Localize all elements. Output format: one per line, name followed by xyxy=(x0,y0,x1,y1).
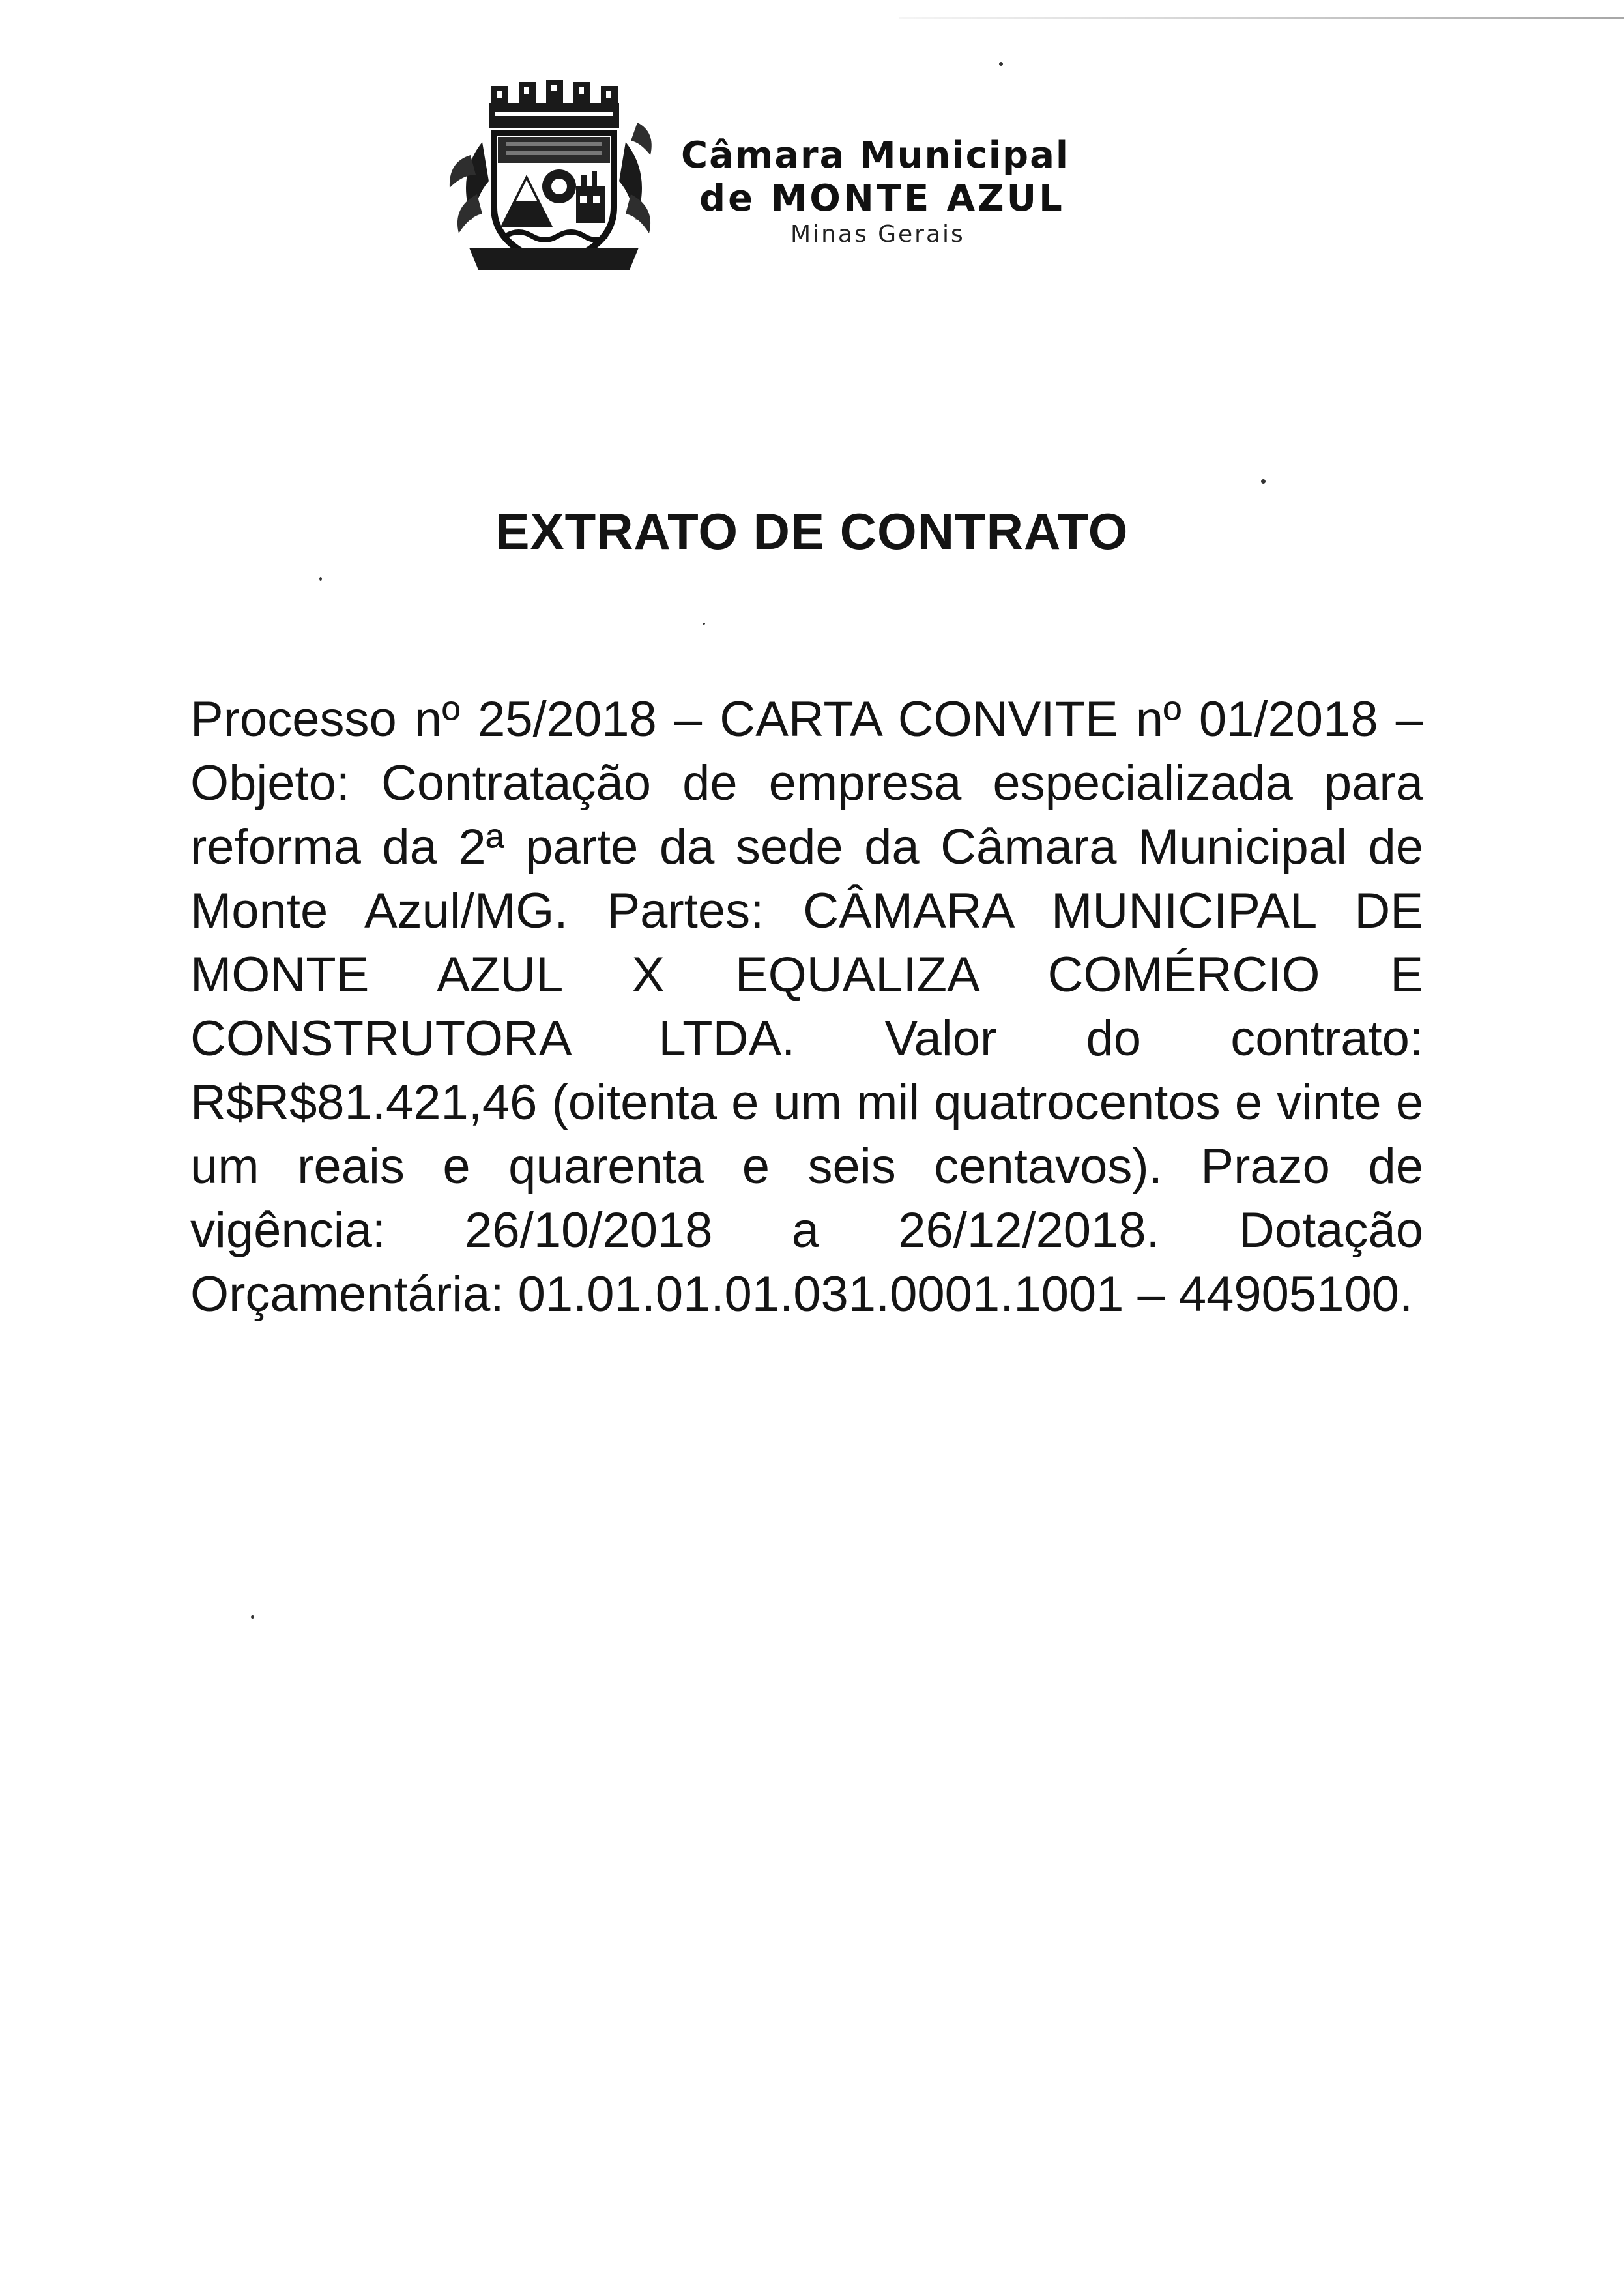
scan-speck xyxy=(1261,479,1266,484)
document-body: Processo nº 25/2018 – CARTA CONVITE nº 01/2018 – Objeto: Contratação de empresa especializada para reforma da 2ª parte da sede da Câmara Municipal de Monte Azul/MG. Partes: CÂMARA MUNICIPAL DE MONTE AZUL X EQUALIZA COMÉRCIO E CONSTRUTORA LTDA. Valor do contrato: R$R$81.421,46 (oitenta e um mil quatrocentos e vinte e um reais e quarenta e seis centavos). Prazo de vigência: 26/10/2018 a 26/12/2018. Dotação Orçamentária: 01.01.01.01.031.0001.1001 – 44905100. xyxy=(190,692,1423,1322)
scan-edge-line xyxy=(899,17,1624,19)
institution-state: Minas Gerais xyxy=(790,221,965,248)
institution-name-line1: Câmara Municipal xyxy=(681,134,1070,177)
document-title: EXTRATO DE CONTRATO xyxy=(495,503,1129,560)
scan-speck xyxy=(999,62,1003,66)
institution-name-line2: de MONTE AZUL xyxy=(699,177,1065,220)
municipal-coat-of-arms-icon xyxy=(443,77,665,272)
scan-speck xyxy=(703,623,705,625)
scan-speck xyxy=(319,577,322,581)
letterhead xyxy=(443,77,1121,279)
scan-speck xyxy=(251,1615,254,1619)
institution-name xyxy=(668,134,1124,249)
